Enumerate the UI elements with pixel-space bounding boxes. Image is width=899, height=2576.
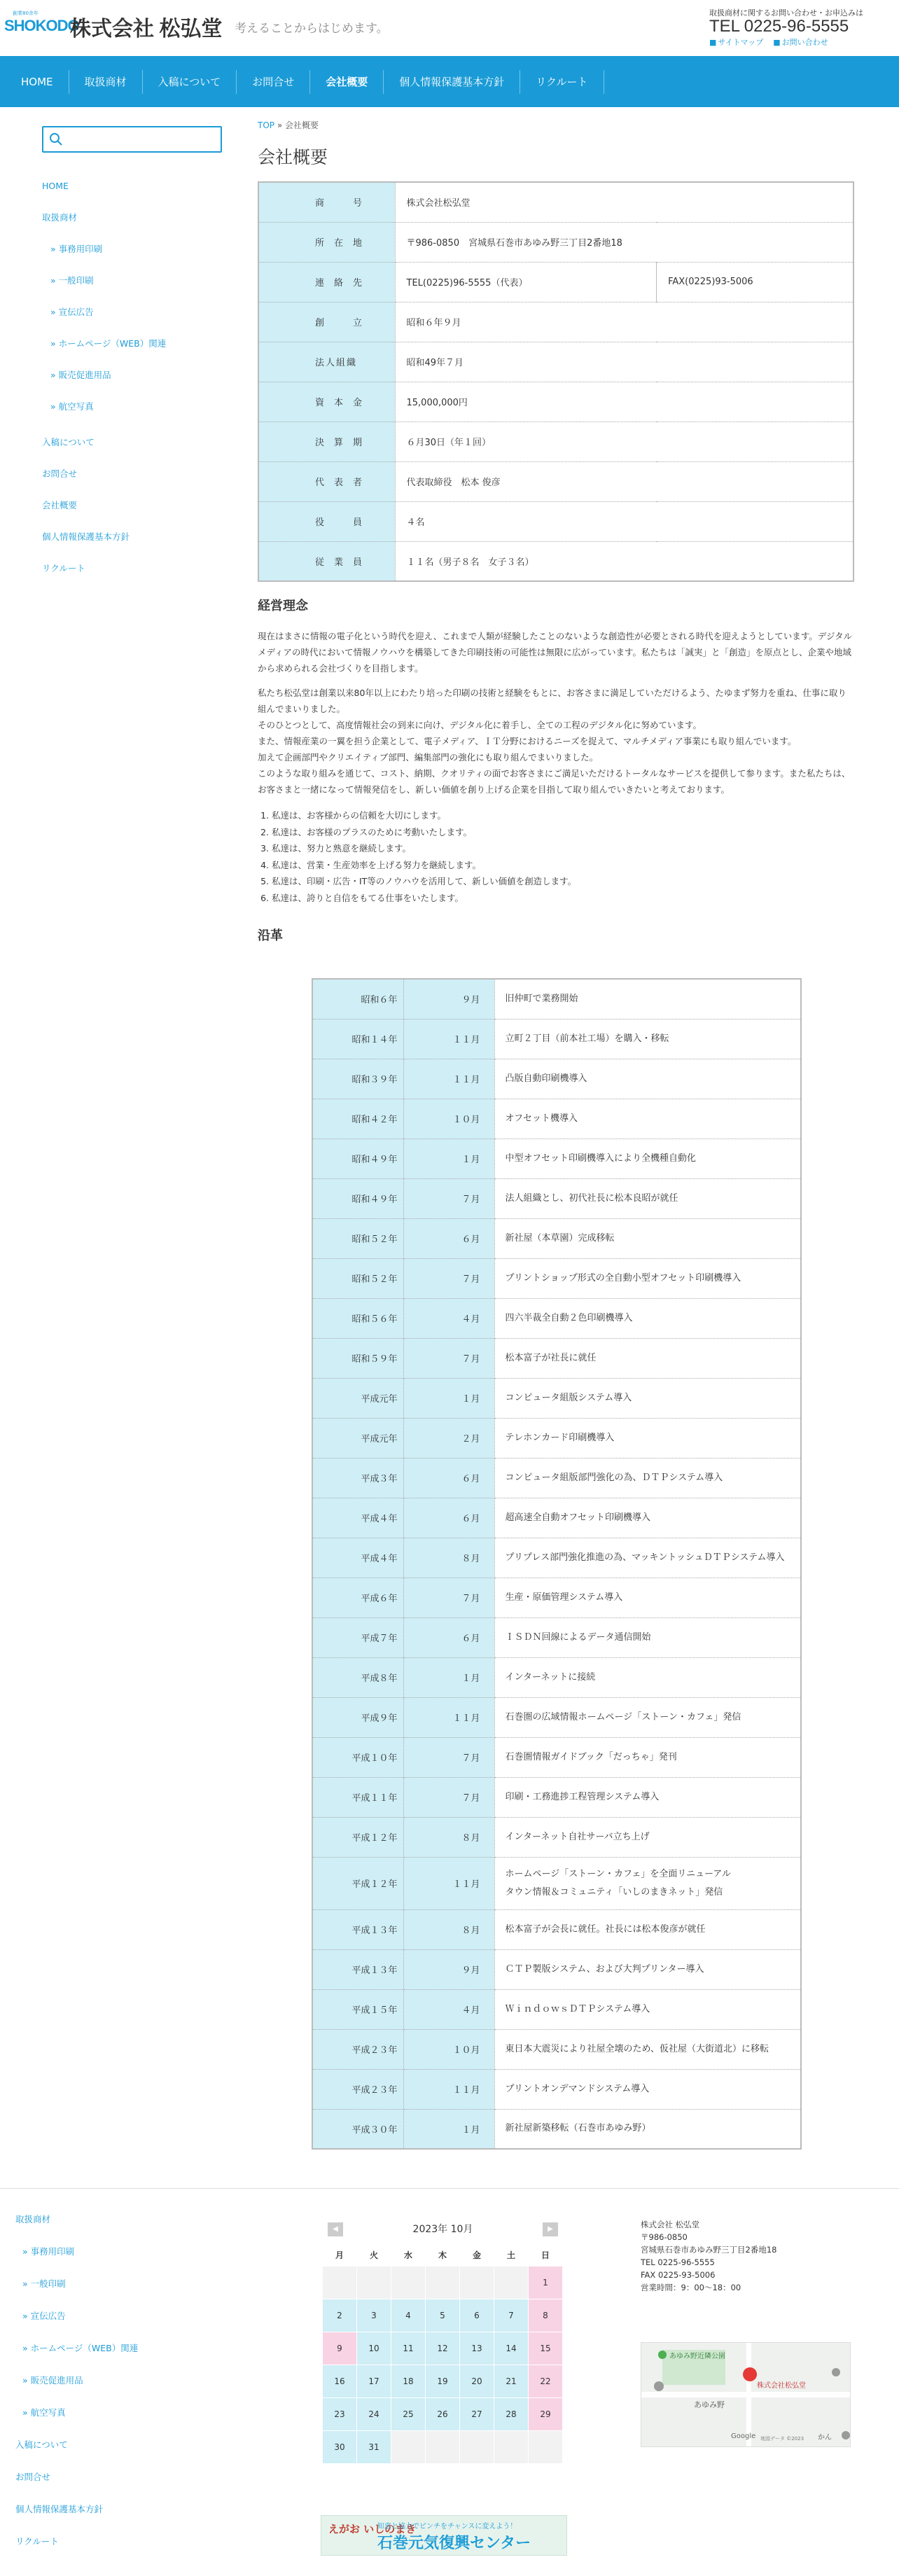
footer-menu-item[interactable]: お問合せ xyxy=(15,2472,51,2482)
sidebar-menu xyxy=(42,179,224,593)
history-era: 昭和１４年 xyxy=(312,1019,403,1059)
history-era: 平成２３年 xyxy=(312,2069,403,2109)
history-event: 四六半裁全自動２色印刷機導入 xyxy=(494,1298,801,1338)
calendar-prev-button[interactable]: ◀ xyxy=(328,2222,343,2236)
sidebar-item[interactable]: 個人情報保護基本方針 xyxy=(42,531,130,542)
footer-hours: 営業時間：9：00～18：00 xyxy=(641,2283,741,2292)
history-row xyxy=(312,1019,801,1059)
philosophy-list-item: 5. 私達は、印刷・広告・IT等のノウハウを活用して、新しい価値を創造します。 xyxy=(272,873,854,890)
history-row xyxy=(312,1139,801,1178)
history-month: ７月 xyxy=(403,1777,494,1817)
footer-submenu-item[interactable]: » 航空写真 xyxy=(15,2406,225,2438)
history-row xyxy=(312,2069,801,2109)
tagline: 考えることからはじめます。 xyxy=(235,22,389,36)
profile-value: 株式会社松弘堂 xyxy=(395,182,853,222)
history-row xyxy=(312,1418,801,1458)
history-month: ８月 xyxy=(403,1817,494,1857)
profile-row xyxy=(258,182,853,222)
breadcrumb-sep: » xyxy=(277,120,283,130)
main-content xyxy=(258,119,854,944)
history-event: テレホンカード印刷機導入 xyxy=(494,1418,801,1458)
park-icon xyxy=(658,2351,667,2359)
history-month: ６月 xyxy=(403,1218,494,1258)
footer-divider xyxy=(0,2188,899,2189)
history-month: ２月 xyxy=(403,1418,494,1458)
history-event: ＣＴＰ製版システム、および大判プリンター導入 xyxy=(494,1949,801,1989)
calendar-blank xyxy=(323,2267,356,2299)
history-event: プリントオンデマンドシステム導入 xyxy=(494,2069,801,2109)
philosophy-list-item: 6. 私達は、誇りと自信をもてる仕事をいたします。 xyxy=(272,890,854,907)
calendar-blank xyxy=(460,2431,494,2463)
history-month: １月 xyxy=(403,1657,494,1697)
history-month: １０月 xyxy=(403,2029,494,2069)
history-event: 立町２丁目（前本社工場）を購入・移転 xyxy=(494,1019,801,1059)
history-row xyxy=(312,1218,801,1258)
history-era: 昭和５９年 xyxy=(312,1338,403,1378)
philosophy-title: 経営理念 xyxy=(258,599,308,613)
history-event-line: ホームページ「ストーン・カフェ」を全面リニューアル xyxy=(505,1868,731,1879)
footer-submenu-item[interactable]: » 宣伝広告 xyxy=(15,2309,225,2341)
history-row xyxy=(312,1538,801,1578)
calendar-next-button[interactable]: ▶ xyxy=(543,2222,558,2236)
history-row xyxy=(312,1857,801,1909)
calendar-day: 11 xyxy=(391,2332,425,2365)
history-era: 昭和５６年 xyxy=(312,1298,403,1338)
calendar-title: 2023年 10月 xyxy=(412,2224,473,2235)
breadcrumb-current: 会社概要 xyxy=(285,120,319,130)
calendar-day: 6 xyxy=(460,2299,494,2332)
inquiry-link[interactable]: ■ お問い合わせ xyxy=(773,36,828,48)
history-event: オフセット機導入 xyxy=(494,1099,801,1139)
history-era: 平成元年 xyxy=(312,1418,403,1458)
calendar-day: 26 xyxy=(426,2398,459,2430)
philosophy-paragraph: また、情報産業の一翼を担う企業として、電子メディア、ＩＴ分野におけるニーズを捉えて、マルチメディア事業にも取り組んでいます。 xyxy=(258,736,797,746)
map-marker-label: 株式会社松弘堂 xyxy=(757,2382,806,2390)
history-row xyxy=(312,1817,801,1857)
history-era: 平成４年 xyxy=(312,1538,403,1578)
history-event: 東日本大震災により社屋全壊のため、仮社屋（大街道北）に移転 xyxy=(494,2029,801,2069)
calendar-day: 16 xyxy=(323,2365,356,2397)
calendar-day: 23 xyxy=(323,2398,356,2430)
history-month: ９月 xyxy=(403,979,494,1019)
calendar-weekday: 土 xyxy=(506,2250,515,2260)
banner-title: 石巻元気復興センター xyxy=(377,2535,531,2552)
history-row xyxy=(312,1059,801,1099)
history-month: １１月 xyxy=(403,2069,494,2109)
history-event: ＩＳＤＮ回線によるデータ通信開始 xyxy=(494,1617,801,1657)
sidebar xyxy=(42,126,224,593)
history-row xyxy=(312,1458,801,1498)
profile-row xyxy=(258,302,853,342)
profile-row xyxy=(258,382,853,422)
profile-label: 決算期 xyxy=(258,422,395,461)
history-month: ７月 xyxy=(403,1338,494,1378)
calendar-blank xyxy=(460,2267,494,2299)
footer-menu-item[interactable]: 個人情報保護基本方針 xyxy=(15,2504,104,2514)
profile-value: 昭和６年９月 xyxy=(395,302,853,342)
history-era: 平成１０年 xyxy=(312,1737,403,1777)
profile-label: 創 立 xyxy=(258,302,395,342)
calendar-day: 29 xyxy=(529,2398,562,2430)
history-month: １１月 xyxy=(403,1697,494,1737)
history-event: 松本富子が会長に就任。社長には松本俊彦が就任 xyxy=(494,1909,801,1949)
history-event: 石巻圏の広域情報ホームページ「ストーン・カフェ」発信 xyxy=(494,1697,801,1737)
footer-menu-item[interactable]: 入稿について xyxy=(15,2439,68,2450)
calendar-weekday: 水 xyxy=(403,2250,412,2260)
history-event: コンピュータ組版部門強化の為、ＤＴＰシステム導入 xyxy=(494,1458,801,1498)
history-event: 旧仲町で業務開始 xyxy=(494,979,801,1019)
profile-row xyxy=(258,541,853,581)
philosophy-section xyxy=(258,596,854,944)
sidebar-submenu-item[interactable]: » 事務用印刷 xyxy=(42,242,224,274)
page-title: 会社概要 xyxy=(258,147,328,167)
calendar-day: 15 xyxy=(529,2332,562,2365)
philosophy-list-item: 3. 私達は、努力と熟意を継続します。 xyxy=(272,840,854,857)
philosophy-paragraph: そのひとつとして、高度情報社会の到来に向け、デジタル化に着手し、全ての工程のデジタル化に努めています。 xyxy=(258,720,702,730)
footer-fax: FAX 0225-93-5006 xyxy=(641,2270,716,2280)
calendar-day: 8 xyxy=(529,2299,562,2332)
history-month: ８月 xyxy=(403,1538,494,1578)
history-era: 平成１２年 xyxy=(312,1817,403,1857)
history-era: 平成４年 xyxy=(312,1498,403,1538)
history-event: 新社屋新築移転（石巻市あゆみ野） xyxy=(494,2109,801,2149)
calendar-day: 1 xyxy=(529,2267,562,2299)
calendar-grid xyxy=(323,2245,564,2463)
calendar-day: 9 xyxy=(323,2332,356,2365)
profile-label: 従業員 xyxy=(258,541,395,581)
sidebar-item[interactable]: リクルート xyxy=(42,563,85,573)
logo-text: SHOKODO xyxy=(4,17,79,34)
map-poi-icon xyxy=(654,2381,664,2391)
calendar-blank xyxy=(426,2431,459,2463)
history-era: 平成８年 xyxy=(312,1657,403,1697)
sidebar-item[interactable]: HOME xyxy=(42,181,69,191)
philosophy-paragraph: 加えて企画部門やクリエイティブ部門、編集部門の強化にも取り組んでまいりました。 xyxy=(258,752,599,763)
calendar-day: 4 xyxy=(391,2299,425,2332)
history-era: 平成３年 xyxy=(312,1458,403,1498)
map-copyright: 地図データ ©2023 xyxy=(760,2436,804,2442)
calendar-day: 13 xyxy=(460,2332,494,2365)
calendar-blank xyxy=(494,2267,528,2299)
history-row xyxy=(312,1657,801,1697)
history-event: 松本富子が社長に就任 xyxy=(494,1338,801,1378)
history-row xyxy=(312,1909,801,1949)
nav-company[interactable]: 会社概要 xyxy=(310,70,384,94)
profile-label: 資本金 xyxy=(258,382,395,422)
history-month: ７月 xyxy=(403,1737,494,1777)
company-profile-table xyxy=(258,181,854,582)
profile-label: 役 員 xyxy=(258,501,395,541)
calendar-day: 22 xyxy=(529,2365,562,2397)
calendar-blank xyxy=(494,2431,528,2463)
header-links xyxy=(709,36,828,48)
calendar-day: 18 xyxy=(391,2365,425,2397)
calendar-weekday: 月 xyxy=(335,2250,344,2260)
profile-value: 15,000,000円 xyxy=(395,382,853,422)
calendar-weekday: 火 xyxy=(369,2250,378,2260)
history-era: 昭和６年 xyxy=(312,979,403,1019)
calendar-weekday: 金 xyxy=(472,2250,481,2260)
breadcrumb xyxy=(258,119,854,131)
history-era: 平成１３年 xyxy=(312,1909,403,1949)
sidebar-item[interactable]: 入稿について xyxy=(42,437,95,447)
history-event: 法人組織とし、初代社長に松本良昭が就任 xyxy=(494,1178,801,1218)
profile-row xyxy=(258,461,853,501)
history-era: 昭和４９年 xyxy=(312,1139,403,1178)
nav-products[interactable]: 取扱商材 xyxy=(69,70,143,94)
search-icon xyxy=(49,132,63,146)
profile-value: ４名 xyxy=(395,501,853,541)
calendar-day: 5 xyxy=(426,2299,459,2332)
history-month: ４月 xyxy=(403,1989,494,2029)
history-month: １１月 xyxy=(403,1019,494,1059)
calendar-blank xyxy=(391,2267,425,2299)
history-event: インターネット自社サーバ立ち上げ xyxy=(494,1817,801,1857)
history-row xyxy=(312,1099,801,1139)
breadcrumb-top[interactable]: TOP xyxy=(258,120,275,130)
calendar-day: 2 xyxy=(323,2299,356,2332)
calendar-blank xyxy=(357,2267,391,2299)
history-event: ＷｉｎｄｏｗｓＤＴＰシステム導入 xyxy=(494,1989,801,2029)
history-month: ６月 xyxy=(403,1458,494,1498)
calendar-day: 21 xyxy=(494,2365,528,2397)
profile-value: TEL(0225)96-5555（代表） xyxy=(395,262,657,302)
sidebar-submenu-item[interactable]: » 販売促進用品 xyxy=(42,368,224,400)
profile-row xyxy=(258,342,853,382)
map-google-logo: Google xyxy=(731,2432,756,2440)
calendar-day: 12 xyxy=(426,2332,459,2365)
profile-label: 法人組織 xyxy=(258,342,395,382)
history-era: 昭和３９年 xyxy=(312,1059,403,1099)
footer-company-info xyxy=(641,2218,851,2294)
global-nav xyxy=(0,56,899,107)
philosophy-list-item: 4. 私達は、営業・生産効率を上げる努力を継続します。 xyxy=(272,857,854,874)
history-month: ６月 xyxy=(403,1498,494,1538)
header xyxy=(0,0,899,55)
history-table xyxy=(312,978,802,2150)
nav-contact[interactable]: お問合せ xyxy=(237,70,310,94)
history-era: 平成３０年 xyxy=(312,2109,403,2149)
profile-label: 連絡先 xyxy=(258,262,395,302)
search-box[interactable] xyxy=(42,126,222,153)
calendar-day: 30 xyxy=(323,2431,356,2463)
history-month: ９月 xyxy=(403,1949,494,1989)
profile-value: 代表取締役 松本 俊彦 xyxy=(395,461,853,501)
history-era: 平成６年 xyxy=(312,1578,403,1617)
history-row xyxy=(312,1737,801,1777)
footer-zip: 〒986-0850 xyxy=(641,2232,688,2242)
history-row xyxy=(312,1338,801,1378)
history-era: 平成２３年 xyxy=(312,2029,403,2069)
profile-row xyxy=(258,222,853,262)
map-park-label: あゆみ野近隣公園 xyxy=(669,2353,725,2360)
history-event-line: タウン情報＆コミュニティ「いしのまきネット」発信 xyxy=(505,1886,723,1898)
history-row xyxy=(312,2109,801,2149)
philosophy-paragraph: このような取り組みを通じて、コスト、納期、クオリティの面でお客さまにご満足いただけるトータルなサービスを提供して参ります。また私たちは、お客さまと一緒になって情報発信をし、新しい価値を創り上げる企業を目指して取り組んでいきたいと考えております。 xyxy=(258,768,851,795)
footer-menu-item[interactable]: 取扱商材 xyxy=(15,2214,51,2225)
calendar-day: 31 xyxy=(357,2431,391,2463)
sidebar-submenu-item[interactable]: » ホームページ（WEB）関連 xyxy=(42,337,224,368)
history-row xyxy=(312,1777,801,1817)
history-month: ７月 xyxy=(403,1578,494,1617)
profile-row xyxy=(258,422,853,461)
profile-value: 〒986-0850 宮城県石巻市あゆみ野三丁目2番地18 xyxy=(395,222,853,262)
history-month: １月 xyxy=(403,1378,494,1418)
calendar-blank xyxy=(391,2431,425,2463)
history-event: 中型オフセット印刷機導入により全機種自動化 xyxy=(494,1139,801,1178)
footer-submenu-item[interactable]: » 販売促進用品 xyxy=(15,2374,225,2406)
header-tel: TEL 0225-96-5555 xyxy=(709,17,849,36)
history-month: １月 xyxy=(403,2109,494,2149)
history-era: 平成１１年 xyxy=(312,1777,403,1817)
history-month: ６月 xyxy=(403,1617,494,1657)
history-event: 生産・原価管理システム導入 xyxy=(494,1578,801,1617)
sitemap-link[interactable]: ■ サイトマップ xyxy=(709,36,763,48)
history-era: 平成１３年 xyxy=(312,1949,403,1989)
history-event: 超高速全自動オフセット印刷機導入 xyxy=(494,1498,801,1538)
history-row xyxy=(312,1617,801,1657)
calendar-blank xyxy=(426,2267,459,2299)
footer-submenu-item[interactable]: » ホームページ（WEB）関連 xyxy=(15,2341,225,2374)
history-era: 昭和５２年 xyxy=(312,1218,403,1258)
history-era: 平成９年 xyxy=(312,1697,403,1737)
philosophy-paragraph: 現在はまさに情報の電子化という時代を迎え、これまで人類が経験したことのないような創造性が必要とされる時代を迎えようとしています。デジタルメディアの時代において情報ノウハウを構築してきた印刷技術の可能性は無限に広がっています。私たちは「誠実」と「創造」を原点とし、企業や地域から求められる会社づくりを目指します。 xyxy=(258,631,853,674)
sidebar-item[interactable]: 会社概要 xyxy=(42,500,78,510)
calendar-header xyxy=(322,2218,564,2241)
profile-value: ６月30日（年１回） xyxy=(395,422,853,461)
profile-value: 昭和49年７月 xyxy=(395,342,853,382)
profile-value-fax: FAX(0225)93-5006 xyxy=(657,262,853,302)
footer-submenu-item[interactable]: » 一般印刷 xyxy=(15,2277,225,2309)
sidebar-item[interactable]: 取扱商材 xyxy=(42,212,78,223)
history-era: 昭和４２年 xyxy=(312,1099,403,1139)
history-month: ４月 xyxy=(403,1298,494,1338)
profile-label: 所在地 xyxy=(258,222,395,262)
calendar-day: 28 xyxy=(494,2398,528,2430)
contact-note: 取扱商材に関するお問い合わせ・お申込みは xyxy=(709,8,863,18)
reconstruction-banner[interactable] xyxy=(321,2515,567,2556)
logo[interactable] xyxy=(4,10,79,35)
history-month: ７月 xyxy=(403,1178,494,1218)
philosophy-paragraph: 私たち松弘堂は創業以来80年以上にわたり培った印刷の技術と経験をもとに、お客さまに満足していただけるよう、たゆまず努力を重ね、仕事に取り組んでまいりました。 xyxy=(258,688,846,714)
history-month: １１月 xyxy=(403,1059,494,1099)
profile-row xyxy=(258,262,853,302)
history-era: 平成元年 xyxy=(312,1378,403,1418)
history-month: １月 xyxy=(403,1139,494,1178)
profile-row xyxy=(258,501,853,541)
nav-privacy[interactable]: 個人情報保護基本方針 xyxy=(384,70,520,94)
history-month: ８月 xyxy=(403,1909,494,1949)
history-era: 昭和５２年 xyxy=(312,1258,403,1298)
calendar-day: 3 xyxy=(357,2299,391,2332)
calendar-weekday: 木 xyxy=(438,2250,447,2260)
footer-menu xyxy=(15,2213,225,2567)
calendar-day: 25 xyxy=(391,2398,425,2430)
nav-home[interactable]: HOME xyxy=(6,70,69,94)
history-era: 平成１５年 xyxy=(312,1989,403,2029)
footer-company: 株式会社 松弘堂 xyxy=(641,2220,700,2229)
calendar-blank xyxy=(529,2431,562,2463)
history-event: プリプレス部門強化推進の為、マッキントッシュＤＴＰシステム導入 xyxy=(494,1538,801,1578)
calendar-day: 20 xyxy=(460,2365,494,2397)
footer-submenu-item[interactable]: » 事務用印刷 xyxy=(15,2245,225,2277)
history-era: 平成７年 xyxy=(312,1617,403,1657)
history-row xyxy=(312,1178,801,1218)
calendar-day: 10 xyxy=(357,2332,391,2365)
profile-label: 代表者 xyxy=(258,461,395,501)
history-month: １０月 xyxy=(403,1099,494,1139)
map-area-label: あゆみ野 xyxy=(694,2400,725,2409)
history-event: 印刷・工務進捗工程管理システム導入 xyxy=(494,1777,801,1817)
history-row xyxy=(312,979,801,1019)
banner-subtext: 知恵と協力でピンチをチャンスに変えよう！ xyxy=(377,2523,517,2530)
footer-menu-item[interactable]: リクルート xyxy=(15,2536,59,2547)
history-row xyxy=(312,1298,801,1338)
footer-address: 宮城県石巻市あゆみ野三丁目2番地18 xyxy=(641,2245,777,2255)
sidebar-submenu-item[interactable]: » 航空写真 xyxy=(42,400,224,431)
history-event: インターネットに接続 xyxy=(494,1657,801,1697)
calendar-weekday: 日 xyxy=(541,2250,550,2260)
business-calendar xyxy=(322,2218,564,2463)
history-month: ７月 xyxy=(403,1258,494,1298)
calendar-day: 27 xyxy=(460,2398,494,2430)
sidebar-item[interactable]: お問合せ xyxy=(42,468,78,479)
history-row xyxy=(312,1578,801,1617)
history-event: 凸版自動印刷機導入 xyxy=(494,1059,801,1099)
philosophy-list-item: 1. 私達は、お客様からの信頼を大切にします。 xyxy=(272,807,854,824)
history-row xyxy=(312,1258,801,1298)
calendar-day: 14 xyxy=(494,2332,528,2365)
location-map[interactable] xyxy=(641,2342,851,2447)
history-title: 沿革 xyxy=(258,928,283,943)
history-row xyxy=(312,2029,801,2069)
history-month: １１月 xyxy=(403,1857,494,1909)
history-event: コンピュータ組版システム導入 xyxy=(494,1378,801,1418)
profile-label: 商 号 xyxy=(258,182,395,222)
calendar-day: 7 xyxy=(494,2299,528,2332)
profile-value: １１名（男子８名 女子３名） xyxy=(395,541,853,581)
calendar-day: 24 xyxy=(357,2398,391,2430)
logo-sub: 創業80余年 xyxy=(13,11,39,16)
history-row xyxy=(312,1949,801,1989)
nav-submission[interactable]: 入稿について xyxy=(143,70,237,94)
footer-tel: TEL 0225-96-5555 xyxy=(641,2257,715,2267)
history-event: 石巻圏情報ガイドブック「だっちゃ」発刊 xyxy=(494,1737,801,1777)
banner-logo-text: えがお いしのまき xyxy=(328,2523,417,2535)
nav-recruit[interactable]: リクルート xyxy=(520,70,604,94)
map-kan-label: かん xyxy=(818,2434,832,2442)
history-event xyxy=(494,1857,801,1909)
history-row xyxy=(312,1378,801,1418)
history-row xyxy=(312,1697,801,1737)
history-row xyxy=(312,1498,801,1538)
history-event: 新社屋（本草園）完成移転 xyxy=(494,1218,801,1258)
company-name[interactable]: 株式会社 松弘堂 xyxy=(70,18,223,41)
sidebar-submenu-item[interactable]: » 宣伝広告 xyxy=(42,305,224,337)
history-era: 平成１２年 xyxy=(312,1857,403,1909)
history-event: プリントショップ形式の全自動小型オフセット印刷機導入 xyxy=(494,1258,801,1298)
history-era: 昭和４９年 xyxy=(312,1178,403,1218)
philosophy-list-item: 2. 私達は、お客様のプラスのために考動いたします。 xyxy=(272,824,854,841)
philosophy-list xyxy=(258,807,854,906)
sidebar-submenu-item[interactable]: » 一般印刷 xyxy=(42,274,224,305)
history-row xyxy=(312,1989,801,2029)
calendar-day: 17 xyxy=(357,2365,391,2397)
calendar-day: 19 xyxy=(426,2365,459,2397)
